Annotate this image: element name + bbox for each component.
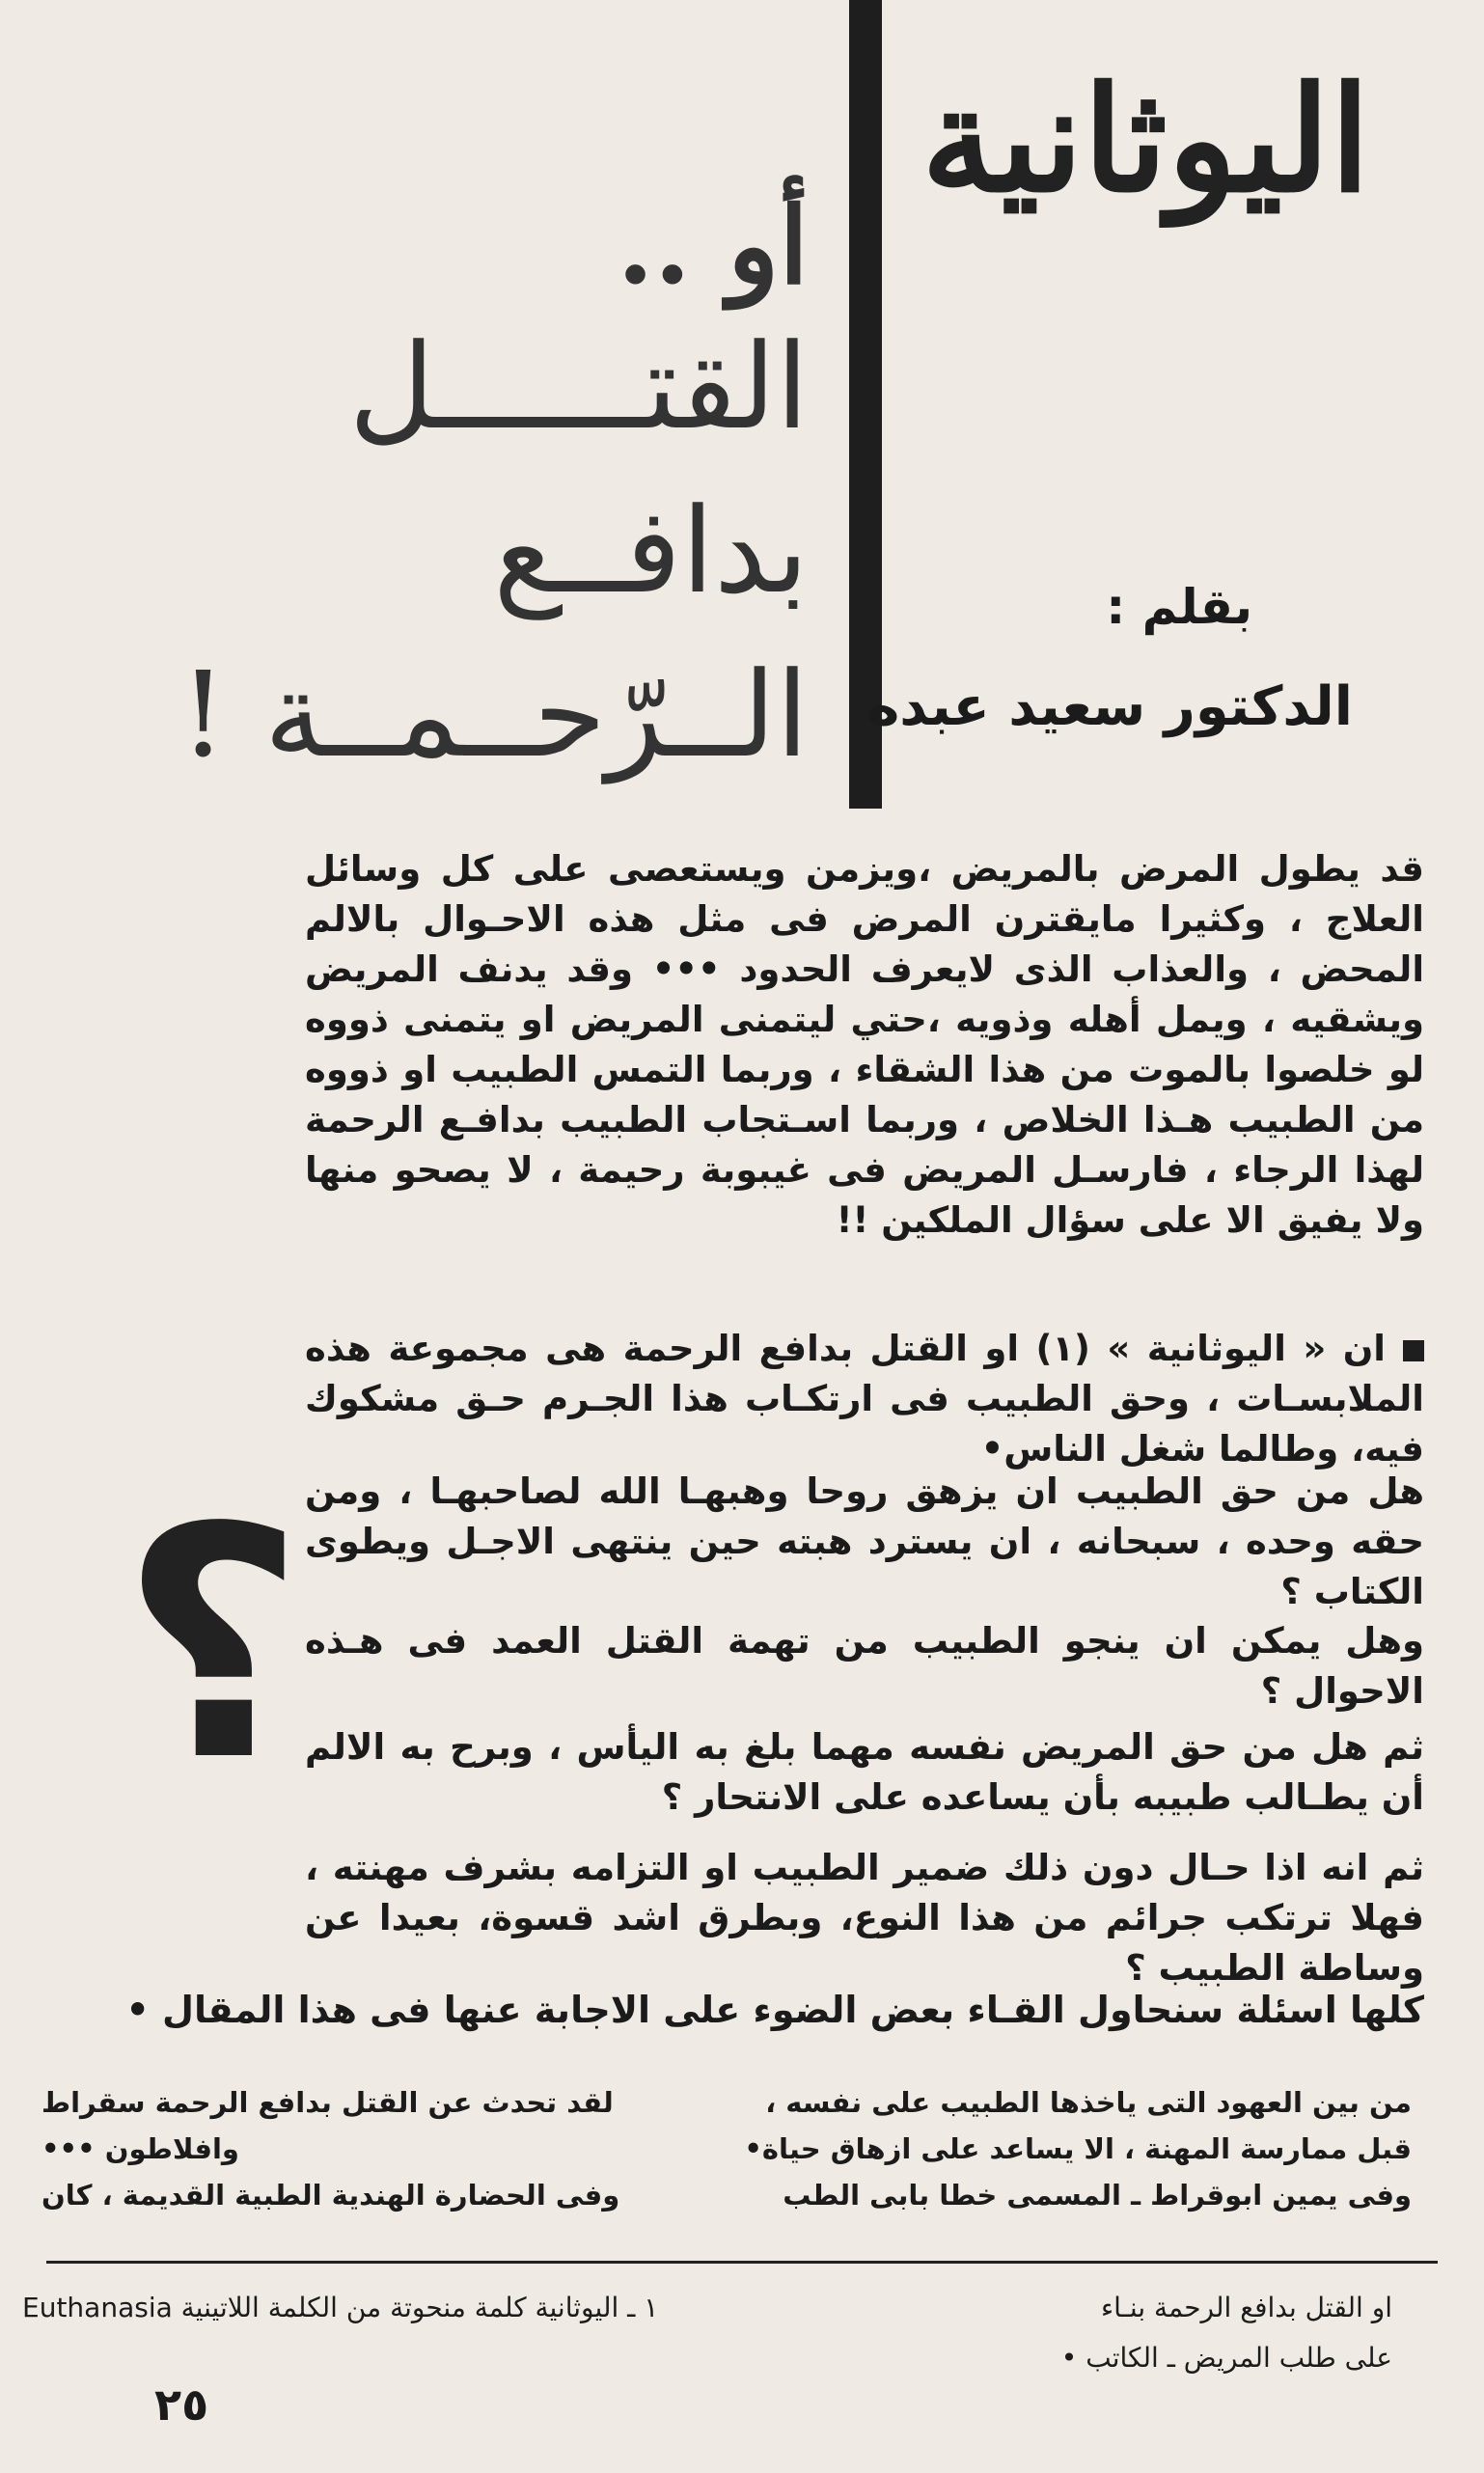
footnote (22, 2289, 1392, 2327)
lower-right-text-2: وافلاطون ••• (41, 2132, 239, 2165)
question-paragraph-4: ثم انه اذا حـال دون ذلك ضمير الطبيب او التزامه بشرف مهنته ، فهلا ترتكب جرائم من هذا النوع، وبطرق اشد قسوة، بعيدا عن وساطة الطبيب ؟ (305, 1847, 1424, 1989)
summary-line: كلها اسئلة سنحاول القـاء بعض الضوء على الاجابة عنها فى هذا المقال • (125, 1989, 1424, 2031)
author-name: الدكتور سعيد عبده (867, 675, 1353, 738)
question-mark-icon: ؟ (120, 1460, 305, 1830)
lower-row-3 (41, 2172, 1412, 2218)
lower-row-1 (41, 2079, 1412, 2126)
footnote-row-1 (22, 2289, 1392, 2327)
question-paragraph-1: هل من حق الطبيب ان يزهق روحا وهبهـا الله لصاحبهـا ، ومن حقه وحده ، سبحانه ، ان يسترد هبته حين ينتهى الاجـل ويطوى الكتاب ؟ (305, 1470, 1424, 1612)
lower-row-2 (41, 2126, 1412, 2172)
question-paragraph-3: ثم هل من حق المريض نفسه مهما بلغ به اليأس ، وبرح به الالم أن يطـالب طبيبه بأن يساعده على الانتحار ؟ (305, 1726, 1424, 1818)
subtitle-line-4: الــرّحــمــة ! (179, 646, 809, 783)
byline-label: بقلم : (1106, 579, 1252, 635)
footnote-text-right: ١ ـ اليوثانية كلمة منحوتة من الكلمة اللاتينية Euthanasia (22, 2292, 659, 2323)
article-title: اليوثانية (921, 55, 1370, 225)
lower-left-text-3: وفى يمين ابوقراط ـ المسمى خطا بابى الطب (783, 2179, 1412, 2212)
main-paragraph-text: ان « اليوثانية » (١) او القتل بدافع الرحمة هى مجموعة هذه الملابسـات ، وحق الطبيب فى ارتكـاب هذا الجـرم حـق مشكوك فيه، وطالما شغل الناس• (305, 1328, 1424, 1470)
footnote-line-2: على طلب المريض ـ الكاتب • (1060, 2342, 1392, 2374)
subtitle-line-1: أو .. (617, 183, 809, 308)
intro-paragraph: قد يطول المرض بالمريض ،ويزمن ويستعصى على كل وسائل العلاج ، وكثيرا مايقترن المرض فى مثل هذه الاحـوال بالالم المحض ، والعذاب الذى لايعرف الحدود ••• وقد يدنف المريض ويشقيه ، ويمل أهله وذويه ،حتي ليتمنى المريض او يتمنى ذووه لو خلصوا بالموت من هذا الشقاء ، وربما التمس الطبيب او ذووه من الطبيب هـذا الخلاص ، وربما اسـتجاب الطبيب بدافـع الرحمة لهذا الرجاء ، فارسـل المريض فى غيبوبة رحيمة ، لا يصحو منها ولا يفيق الا على سؤال الملكين !! (305, 848, 1424, 1241)
question-paragraph-2: وهل يمكن ان ينجو الطبيب من تهمة القتل العمد فى هـذه الاحوال ؟ (305, 1620, 1424, 1712)
page-number: ٢٥ (154, 2378, 209, 2431)
lower-left-text-2: قبل ممارسة المهنة ، الا يساعد على ازهاق حياة• (744, 2132, 1412, 2165)
main-paragraph (305, 1324, 1424, 1474)
footnote-rule (46, 2261, 1438, 2264)
subtitle-line-2: القتــــــل (348, 318, 809, 455)
lower-right-text-3: وفى الحضارة الهندية الطبية القديمة ، كان (41, 2179, 620, 2212)
footnote-text-left: او القتل بدافع الرحمة بنـاء (1101, 2292, 1392, 2323)
lower-columns (41, 2079, 1412, 2218)
lower-left-text-1: من بين العهود التى ياخذها الطبيب على نفسه ، (765, 2086, 1412, 2119)
lower-right-text-1: لقد تحدث عن القتل بدافع الرحمة سقراط (41, 2086, 614, 2119)
subtitle-line-3: بدافــع (493, 482, 809, 619)
